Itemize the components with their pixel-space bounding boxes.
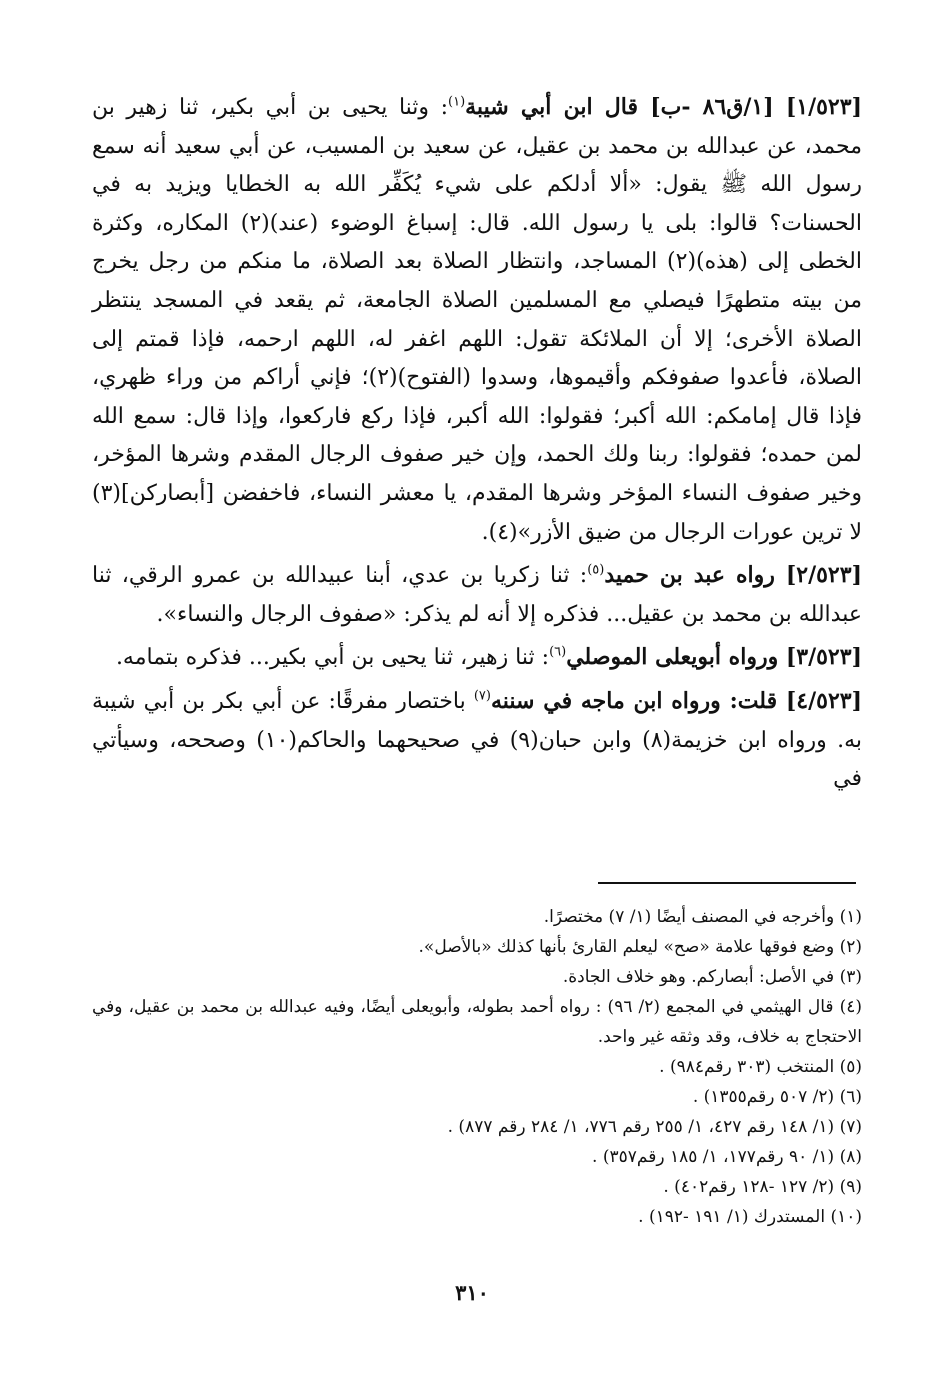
paragraph-1-lead: [١/٥٢٣] [١/ق٨٦ -ب] قال ابن أبي شيبة [465,94,862,120]
paragraph-4-text: باختصار مفرقًا: عن أبي بكر بن أبي شيبة به. ورواه ابن خزيمة(٨) وابن حبان(٩) في صحيحهما والحاكم(١٠) وصححه، وسيأتي في [92,688,863,792]
hadith-paragraph-2 [92,556,862,634]
hadith-paragraph-1 [92,88,862,552]
footnote-1: (١) وأخرجه في المصنف أيضًا (١/ ٧) مختصرًا. [543,907,862,927]
footnote-8: (٨) (١/ ٩٠ رقم١٧٧، ١/ ١٨٥ رقم٣٥٧) . [592,1147,862,1167]
hadith-paragraph-3 [92,638,862,678]
footnote-2: (٢) وضع فوقها علامة «صح» ليعلم القارئ بأنها كذلك «بالأصل». [418,937,862,957]
footnote-6: (٦) (٢/ ٥٠٧ رقم١٣٥٥) . [692,1087,862,1107]
paragraph-2-footnote-ref: (٥) [587,562,605,578]
paragraph-4-footnote-ref: (٧) [473,688,491,704]
paragraph-2-lead: [٢/٥٢٣] رواه عبد بن حميد [604,562,862,589]
paragraph-3-lead: [٣/٥٢٣] ورواه أبويعلى الموصلي [566,644,862,671]
page-number: ٣١٠ [455,1280,489,1305]
footnotes [92,902,862,1232]
footnote-7: (٧) (١/ ١٤٨ رقم ٤٢٧، ١/ ٢٥٥ رقم ٧٧٦، ١/ ٢٨٤ رقم ٨٧٧) . [447,1117,862,1137]
paragraph-2-text: : ثنا زكريا بن عدي، أبنا عبيدالله بن عمرو الرقي، ثنا عبدالله بن محمد بن عقيل... فذكره إلا أنه لم يذكر: «صفوف الرجال والنساء». [92,563,862,627]
paragraph-4-lead: [٤/٥٢٣] قلت: ورواه ابن ماجه في سننه [490,687,863,714]
footnote-divider [598,882,856,884]
footnote-4: (٤) قال الهيثمي في المجمع (٢/ ٩٦) : رواه أحمد بطوله، وأبويعلى أيضًا، وفيه عبدالله بن محمد بن عقيل، وفي الاحتجاج به خلاف، وقد وثقه غير واحد. [92,997,862,1047]
paragraph-1-text: : وثنا يحيى بن أبي بكير، ثنا زهير بن محمد، عن عبدالله بن محمد بن عقيل، عن سعيد بن المسيب، عن أبي سعيد أنه سمع رسول الله ﷺ يقول: «ألا أدلكم على شيء يُكَفِّر الله به الخطايا ويزيد به في الحسنات؟ قالوا: بلى يا رسول الله. قال: إسباغ الوضوء (عند)(٢) المكاره، وكثرة الخطى إلى (هذه)(٢) المساجد، وانتظار الصلاة بعد الصلاة، ما منكم من رجل يخرج من بيته متطهرًا فيصلي مع المسلمين الصلاة الجامعة، ثم يقعد في المسجد ينتظر الصلاة الأخرى؛ إلا أن الملائكة تقول: اللهم اغفر له، اللهم ارحمه، فإذا قمتم إلى الصلاة، فأعدوا صفوفكم وأقيموها، وسدوا (الفتوح)(٢)؛ فإني أراكم من وراء ظهري، فإذا قال إمامكم: الله أكبر؛ فقولوا: الله أكبر، فإذا ركع فاركعوا، وإذا قال: سمع الله لمن حمده؛ فقولوا: ربنا ولك الحمد، وإن خير صفوف الرجال المقدم وشرها المؤخر، وخير صفوف النساء المؤخر وشرها المقدم، يا معشر النساء، فاخفضن [أبصاركن](٣) لا ترين عورات الرجال من ضيق الأزر»(٤). [92,95,863,545]
main-text [92,88,862,803]
paragraph-3-footnote-ref: (٦) [549,644,567,660]
footnote-9: (٩) (٢/ ١٢٧ -١٢٨ رقم٤٠٢) . [663,1177,862,1197]
footnote-10: (١٠) المستدرك (١/ ١٩١ -١٩٢) . [638,1207,862,1227]
hadith-paragraph-4 [92,682,862,799]
footnote-5: (٥) المنتخب (٣٠٣ رقم٩٨٤) . [659,1057,862,1077]
footnote-3: (٣) في الأصل: أبصاركم. وهو خلاف الجادة. [562,967,862,987]
paragraph-3-text: : ثنا زهير، ثنا يحيى بن أبي بكير... فذكره بتمامه. [115,645,550,671]
paragraph-1-footnote-ref: (١) [448,94,466,110]
